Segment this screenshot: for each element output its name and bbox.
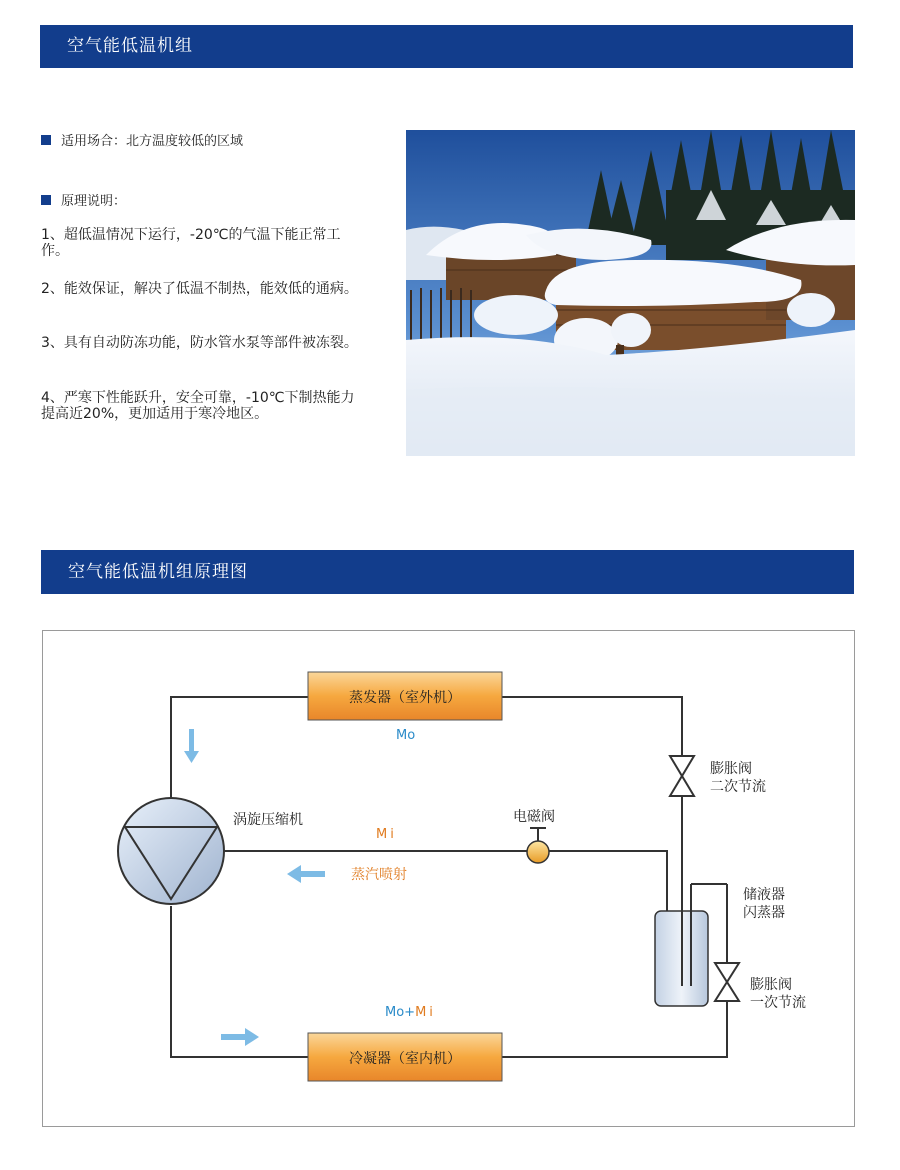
diagram-title: 空气能低温机组原理图 (68, 562, 248, 582)
principle-point-3: 3、具有自动防冻功能，防水管水泵等部件被冻裂。 (41, 335, 358, 351)
flash-evaporator-label: 闪蒸器 (743, 905, 785, 921)
snow-village-photo (406, 130, 855, 456)
bullet-square-icon (41, 195, 51, 205)
principle-point-1: 1、超低温情况下运行，-20℃的气温下能正常工作。 (41, 227, 341, 259)
principle-point-4: 4、严寒下性能跃升，安全可靠，-10℃下制热能力提高近20%，更加适用于寒冷地区。 (41, 390, 355, 422)
principle-diagram (42, 630, 855, 1127)
diagram-title-banner (41, 550, 854, 594)
mi-text: Mi (415, 1005, 436, 1020)
principle-point-2: 2、能效保证，解决了低温不制热，能效低的通病。 (41, 281, 358, 297)
solenoid-valve-label: 电磁阀 (513, 809, 555, 825)
secondary-throttle-label: 二次节流 (710, 779, 766, 795)
evaporator-label: 蒸发器（室外机） (349, 690, 461, 706)
applicable-text: 适用场合：北方温度较低的区域 (61, 134, 244, 149)
mo-label: Mo (396, 728, 416, 743)
principle-bullet (41, 190, 126, 209)
mo-plus-text: Mo+ (385, 1005, 416, 1020)
mo-mi-label (385, 1005, 436, 1020)
bullet-square-icon (41, 135, 51, 145)
vapor-injection-label: 蒸汽喷射 (351, 867, 407, 883)
primary-throttle-label: 一次节流 (750, 995, 806, 1011)
compressor-label: 涡旋压缩机 (233, 812, 303, 828)
section-title-banner (40, 25, 853, 68)
condenser-label: 冷凝器（室内机） (349, 1051, 461, 1067)
mi-label: Mi (376, 827, 397, 842)
section-title: 空气能低温机组 (67, 36, 193, 56)
applicable-bullet (41, 130, 243, 149)
expansion-valve-1-label: 膨胀阀 (750, 977, 792, 993)
expansion-valve-2-label: 膨胀阀 (710, 761, 752, 777)
principle-heading: 原理说明： (61, 194, 127, 209)
receiver-label: 储液器 (743, 887, 785, 903)
